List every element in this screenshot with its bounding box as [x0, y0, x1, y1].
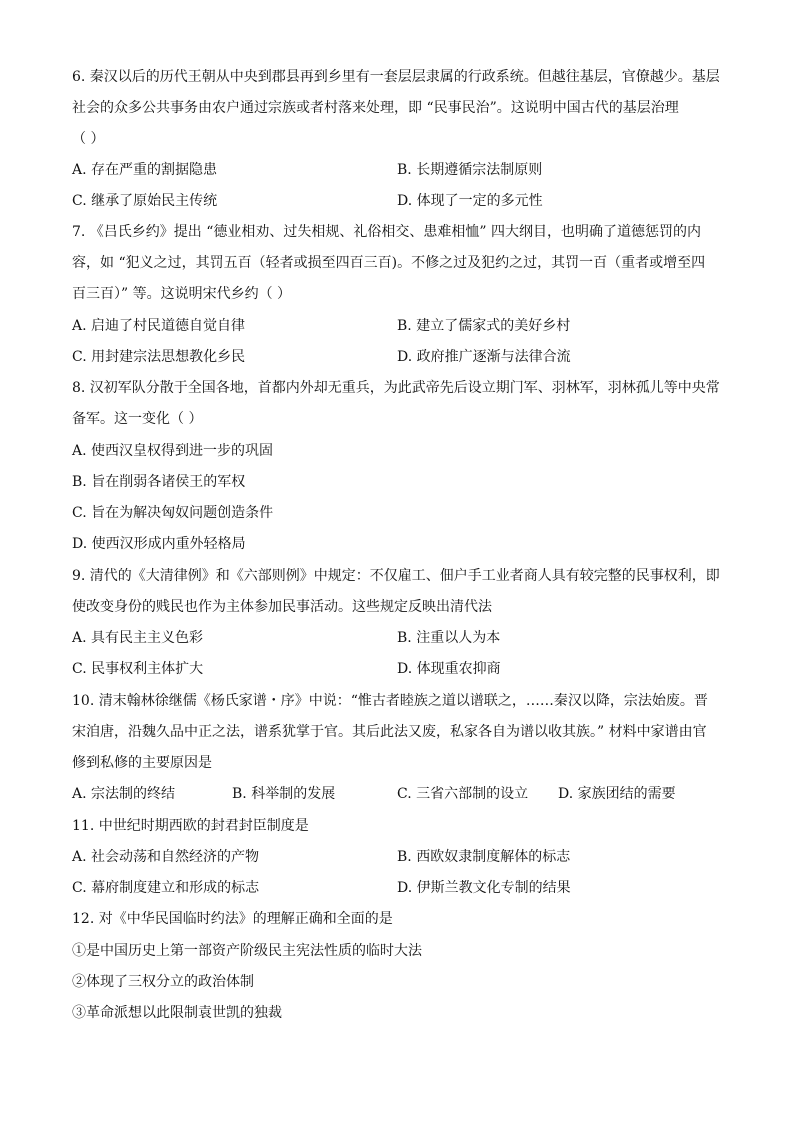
q9-option-b: B. 注重以人为本: [397, 630, 501, 646]
q6-option-b: B. 长期遵循宗法制原则: [397, 162, 543, 178]
q8-option-a: A. 使西汉皇权得到进一步的巩固: [72, 443, 274, 459]
q7-stem-line-3: 百三百）” 等。这说明宋代乡约（ ）: [72, 286, 292, 302]
q8-stem-line-2: 备军。这一变化（ ）: [72, 411, 203, 427]
q9-option-d: D. 体现重农抑商: [397, 661, 501, 677]
q10-stem-line-1: 10. 清末翰林徐继儒《杨氏家谱・序》中说：“惟古者睦族之道以谱联之，……秦汉以降，宗法始废。晋: [72, 693, 708, 709]
q7-option-d: D. 政府推广逐渐与法律合流: [397, 349, 571, 365]
q7-option-b: B. 建立了儒家式的美好乡村: [397, 318, 571, 334]
q9-stem-line-1: 9. 清代的《大清律例》和《六部则例》中规定：不仅雇工、佃户手工业者商人具有较完整的民事权利，即: [72, 568, 720, 584]
q8-option-d: D. 使西汉形成内重外轻格局: [72, 536, 246, 552]
q6-stem-line-2: 社会的众多公共事务由农户通过宗族或者村落来处理，即 “民事民治”。这说明中国古代的基层治理: [72, 100, 679, 116]
q6-option-a: A. 存在严重的割据隐患: [72, 162, 218, 178]
q9-stem-line-2: 使改变身份的贱民也作为主体参加民事活动。这些规定反映出清代法: [72, 599, 492, 615]
q10-stem-line-3: 修到私修的主要原因是: [72, 755, 212, 771]
q9-option-c: C. 民事权利主体扩大: [72, 661, 204, 677]
q7-option-a: A. 启迪了村民道德自觉自律: [72, 318, 246, 334]
q6-stem-line-1: 6. 秦汉以后的历代王朝从中央到郡县再到乡里有一套层层隶属的行政系统。但越往基层，官僚越少。基层: [72, 69, 720, 85]
q10-option-c: C. 三省六部制的设立: [397, 786, 529, 802]
q10-stem-line-2: 宋洎唐，沿魏久品中正之法，谱系犹掌于官。其后此法又废，私家各自为谱以收其族。” 材料中家谱由官: [72, 724, 707, 740]
q12-item-2: ②体现了三权分立的政治体制: [72, 974, 254, 990]
q8-option-c: C. 旨在为解决匈奴问题创造条件: [72, 505, 274, 521]
q12-item-1: ①是中国历史上第一部资产阶级民主宪法性质的临时大法: [72, 943, 422, 959]
q8-option-b: B. 旨在削弱各诸侯王的军权: [72, 474, 246, 490]
q11-stem-line-1: 11. 中世纪时期西欧的封君封臣制度是: [72, 818, 309, 834]
q6-option-d: D. 体现了一定的多元性: [397, 193, 543, 209]
q11-option-a: A. 社会动荡和自然经济的产物: [72, 849, 260, 865]
q6-option-c: C. 继承了原始民主传统: [72, 193, 218, 209]
q11-option-b: B. 西欧奴隶制度解体的标志: [397, 849, 571, 865]
q8-stem-line-1: 8. 汉初军队分散于全国各地，首都内外却无重兵，为此武帝先后设立期门军、羽林军，羽林孤儿等中央常: [72, 380, 720, 396]
q12-item-3: ③革命派想以此限制袁世凯的独裁: [72, 1005, 282, 1021]
q10-option-a: A. 宗法制的终结: [72, 786, 176, 802]
q11-option-d: D. 伊斯兰教文化专制的结果: [397, 880, 571, 896]
q7-option-c: C. 用封建宗法思想教化乡民: [72, 349, 246, 365]
q7-stem-line-2: 容，如 “犯义之过，其罚五百（轻者或损至四百三百)。不修之过及犯约之过，其罚一百（重者或增至四: [72, 255, 706, 271]
q7-stem-line-1: 7. 《吕氏乡约》提出 “德业相劝、过失相规、礼俗相交、患难相恤” 四大纲目，也明确了道德惩罚的内: [72, 224, 702, 240]
q9-option-a: A. 具有民主主义色彩: [72, 630, 204, 646]
q12-stem-line-1: 12. 对《中华民国临时约法》的理解正确和全面的是: [72, 911, 393, 927]
q11-option-c: C. 幕府制度建立和形成的标志: [72, 880, 260, 896]
q10-option-d: D. 家族团结的需要: [558, 786, 676, 802]
q10-option-b: B. 科举制的发展: [232, 786, 336, 802]
q6-stem-line-3: （ ）: [72, 131, 105, 147]
